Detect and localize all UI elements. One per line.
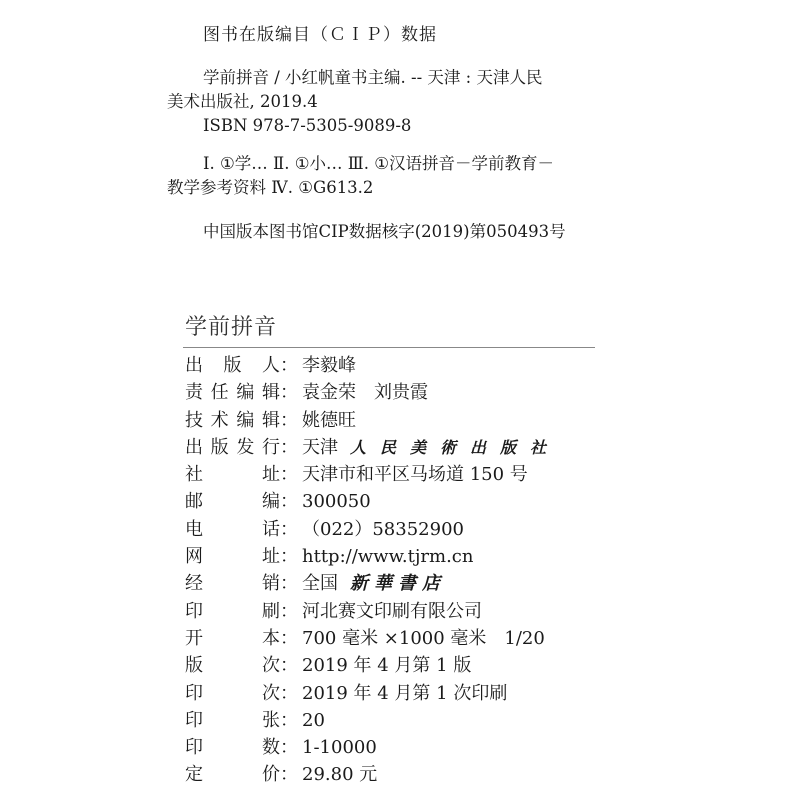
row-label: 社址 <box>185 464 280 486</box>
row-value: 700 毫米 ×1000 毫米 1/20 <box>302 627 545 649</box>
row-label: 技术编辑 <box>185 409 280 431</box>
imprint-row <box>185 379 560 406</box>
colon: ： <box>280 518 298 540</box>
row-label: 电话 <box>185 518 280 540</box>
colon: ： <box>280 655 298 677</box>
colon: ： <box>280 737 298 759</box>
cip-line: 教学参考资料 Ⅳ. ①G613.2 <box>167 178 374 197</box>
colon: ： <box>280 436 298 458</box>
row-label: 印刷 <box>185 600 280 622</box>
imprint-row <box>185 761 560 788</box>
imprint-row <box>185 625 560 652</box>
logo-lettering: 新華書店 <box>350 573 446 595</box>
row-value: http://www.tjrm.cn <box>302 546 474 568</box>
divider <box>183 347 595 348</box>
imprint-row <box>185 707 560 734</box>
colon: ： <box>280 546 298 568</box>
row-value: 全国 <box>302 573 338 595</box>
row-value: 天津 <box>302 436 338 458</box>
row-value: 袁金荣 刘贵霞 <box>302 382 428 404</box>
row-value: 天津市和平区马场道 150 号 <box>302 464 528 486</box>
row-label: 印次 <box>185 682 280 704</box>
row-value: 1-10000 <box>302 737 377 759</box>
row-label: 经销 <box>185 573 280 595</box>
cip-isbn: ISBN 978-7-5305-9089-8 <box>203 116 412 135</box>
imprint-row <box>185 516 560 543</box>
row-label: 定价 <box>185 764 280 786</box>
colon: ： <box>280 491 298 513</box>
row-label: 出版人 <box>185 355 280 376</box>
imprint-row <box>185 461 560 488</box>
imprint-row <box>185 543 560 570</box>
row-label: 版次 <box>185 655 280 677</box>
imprint-row <box>185 434 560 461</box>
imprint-row <box>185 488 560 515</box>
imprint-row <box>185 407 560 434</box>
row-label: 责任编辑 <box>185 382 280 404</box>
row-value: 2019 年 4 月第 1 次印刷 <box>302 682 508 704</box>
row-value: 300050 <box>302 491 371 513</box>
row-label: 开本 <box>185 627 280 649</box>
row-label: 印数 <box>185 737 280 759</box>
imprint-row <box>185 570 560 597</box>
colon: ： <box>280 355 298 376</box>
colon: ： <box>280 409 298 431</box>
imprint-row <box>185 652 560 679</box>
colon: ： <box>280 764 298 786</box>
cip-line: 学前拼音 / 小红帆童书主编. -- 天津 : 天津人民 <box>203 68 543 87</box>
logo-lettering: 人民美術出版社 <box>350 437 561 457</box>
row-value: （022）58352900 <box>302 518 464 540</box>
imprint-table <box>185 352 560 789</box>
row-label: 邮编 <box>185 491 280 513</box>
imprint-row <box>185 598 560 625</box>
row-value: 29.80 元 <box>302 764 378 786</box>
imprint-row <box>185 680 560 707</box>
cip-line: Ⅰ. ①学… Ⅱ. ①小… Ⅲ. ①汉语拼音－学前教育－ <box>203 154 554 173</box>
row-label: 网址 <box>185 546 280 568</box>
colon: ： <box>280 573 298 595</box>
colon: ： <box>280 709 298 731</box>
book-title: 学前拼音 <box>185 315 278 340</box>
row-value: 河北赛文印刷有限公司 <box>302 600 482 622</box>
imprint-row <box>185 352 560 379</box>
cip-number: 中国版本图书馆CIP数据核字(2019)第050493号 <box>203 222 566 241</box>
row-label: 印张 <box>185 709 280 731</box>
colon: ： <box>280 682 298 704</box>
row-value: 姚德旺 <box>302 409 356 431</box>
row-value: 20 <box>302 709 325 731</box>
cip-heading: 图书在版编目（ＣＩＰ）数据 <box>203 25 437 45</box>
colon: ： <box>280 600 298 622</box>
cip-line: 美术出版社, 2019.4 <box>167 92 318 111</box>
colon: ： <box>280 382 298 404</box>
colon: ： <box>280 464 298 486</box>
row-label: 出版发行 <box>185 436 280 458</box>
row-value: 李毅峰 <box>302 355 356 376</box>
colon: ： <box>280 627 298 649</box>
imprint-row <box>185 734 560 761</box>
row-value: 2019 年 4 月第 1 版 <box>302 655 472 677</box>
